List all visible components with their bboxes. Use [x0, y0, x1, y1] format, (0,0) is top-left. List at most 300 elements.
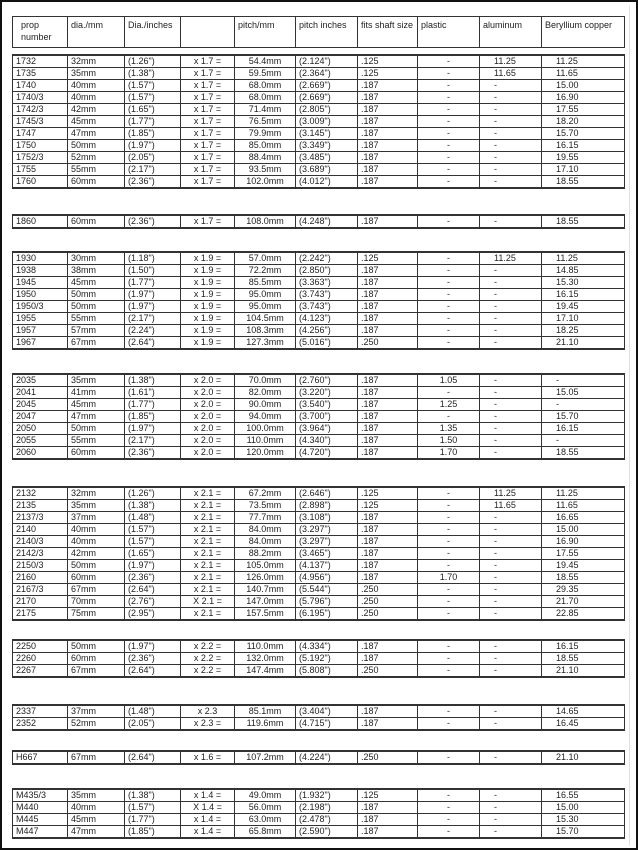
cell-aluminum-price: 11.25 — [480, 252, 542, 265]
cell-prop-number: 2250 — [13, 640, 68, 653]
table-row — [13, 252, 625, 265]
table-row — [13, 387, 625, 399]
cell-pitch-inches: (4.137") — [296, 560, 358, 572]
cell-shaft-size: .250 — [358, 608, 418, 621]
cell-aluminum-price: - — [480, 814, 542, 826]
cell-beryllium-copper-price: 18.55 — [542, 653, 625, 665]
prop-group-table — [12, 54, 625, 189]
table-row — [13, 313, 625, 325]
cell-multiplier: x 1.9 = — [181, 325, 235, 337]
cell-dia-mm: 32mm — [68, 55, 125, 68]
cell-aluminum-price: - — [480, 423, 542, 435]
cell-beryllium-copper-price: 15.70 — [542, 826, 625, 839]
cell-pitch-mm: 85.5mm — [235, 277, 296, 289]
cell-pitch-mm: 85.1mm — [235, 705, 296, 718]
column-header-beryllium-copper-price: Beryllium copper — [542, 17, 625, 48]
cell-dia-mm: 50mm — [68, 301, 125, 313]
cell-dia-mm: 40mm — [68, 536, 125, 548]
cell-aluminum-price: - — [480, 548, 542, 560]
cell-beryllium-copper-price: 15.70 — [542, 411, 625, 423]
cell-beryllium-copper-price: 18.20 — [542, 116, 625, 128]
cell-pitch-inches: (4.123") — [296, 313, 358, 325]
cell-dia-inches: (2.64") — [125, 665, 181, 678]
cell-beryllium-copper-price: 11.25 — [542, 252, 625, 265]
table-row — [13, 665, 625, 678]
cell-shaft-size: .187 — [358, 548, 418, 560]
cell-beryllium-copper-price: 21.10 — [542, 337, 625, 350]
cell-beryllium-copper-price: 15.05 — [542, 387, 625, 399]
cell-aluminum-price: 11.65 — [480, 68, 542, 80]
cell-dia-inches: (1.97") — [125, 301, 181, 313]
prop-group-table — [12, 639, 625, 678]
cell-plastic-price: - — [418, 68, 480, 80]
cell-aluminum-price: - — [480, 387, 542, 399]
cell-pitch-inches: (2.760") — [296, 374, 358, 387]
cell-plastic-price: - — [418, 548, 480, 560]
cell-pitch-inches: (3.297") — [296, 536, 358, 548]
cell-dia-mm: 52mm — [68, 718, 125, 731]
cell-multiplier: X 2.1 = — [181, 596, 235, 608]
cell-prop-number: H667 — [13, 751, 68, 764]
cell-dia-inches: (1.26") — [125, 55, 181, 68]
cell-plastic-price: - — [418, 92, 480, 104]
table-row — [13, 548, 625, 560]
cell-shaft-size: .187 — [358, 325, 418, 337]
cell-multiplier: X 1.4 = — [181, 802, 235, 814]
cell-dia-mm: 42mm — [68, 548, 125, 560]
cell-beryllium-copper-price: 15.30 — [542, 277, 625, 289]
cell-prop-number: 2055 — [13, 435, 68, 447]
cell-aluminum-price: - — [480, 128, 542, 140]
cell-dia-mm: 60mm — [68, 447, 125, 460]
table-row — [13, 751, 625, 764]
cell-plastic-price: - — [418, 665, 480, 678]
cell-pitch-inches: (2.850") — [296, 265, 358, 277]
cell-pitch-mm: 107.2mm — [235, 751, 296, 764]
cell-multiplier: x 1.7 = — [181, 116, 235, 128]
cell-multiplier: x 1.7 = — [181, 176, 235, 189]
cell-prop-number: 1860 — [13, 215, 68, 228]
cell-pitch-mm: 56.0mm — [235, 802, 296, 814]
cell-shaft-size: .125 — [358, 500, 418, 512]
cell-pitch-mm: 100.0mm — [235, 423, 296, 435]
cell-dia-mm: 38mm — [68, 265, 125, 277]
table-row — [13, 826, 625, 839]
cell-shaft-size: .250 — [358, 751, 418, 764]
cell-multiplier: x 1.9 = — [181, 289, 235, 301]
cell-dia-inches: (1.38") — [125, 68, 181, 80]
cell-shaft-size: .187 — [358, 152, 418, 164]
cell-pitch-mm: 105.0mm — [235, 560, 296, 572]
cell-aluminum-price: - — [480, 399, 542, 411]
cell-prop-number: 2045 — [13, 399, 68, 411]
cell-pitch-mm: 84.0mm — [235, 524, 296, 536]
cell-plastic-price: - — [418, 140, 480, 152]
cell-prop-number: 2041 — [13, 387, 68, 399]
cell-prop-number: 1732 — [13, 55, 68, 68]
cell-aluminum-price: - — [480, 92, 542, 104]
table-row — [13, 411, 625, 423]
cell-dia-mm: 55mm — [68, 313, 125, 325]
cell-dia-inches: (2.36") — [125, 447, 181, 460]
cell-shaft-size: .187 — [358, 313, 418, 325]
cell-multiplier: x 1.7 = — [181, 152, 235, 164]
cell-plastic-price: - — [418, 387, 480, 399]
table-row — [13, 80, 625, 92]
cell-multiplier: x 1.9 = — [181, 301, 235, 313]
table-row — [13, 374, 625, 387]
cell-multiplier: x 2.1 = — [181, 512, 235, 524]
cell-beryllium-copper-price: 11.25 — [542, 55, 625, 68]
cell-plastic-price: - — [418, 164, 480, 176]
cell-shaft-size: .187 — [358, 653, 418, 665]
cell-multiplier: x 1.4 = — [181, 814, 235, 826]
cell-dia-mm: 60mm — [68, 176, 125, 189]
cell-plastic-price: - — [418, 116, 480, 128]
cell-pitch-inches: (3.108") — [296, 512, 358, 524]
cell-dia-inches: (1.50") — [125, 265, 181, 277]
cell-pitch-mm: 132.0mm — [235, 653, 296, 665]
cell-aluminum-price: - — [480, 826, 542, 839]
cell-aluminum-price: - — [480, 435, 542, 447]
cell-aluminum-price: - — [480, 718, 542, 731]
cell-dia-mm: 30mm — [68, 252, 125, 265]
cell-pitch-mm: 71.4mm — [235, 104, 296, 116]
column-header-aluminum-price: aluminum — [480, 17, 542, 48]
header-table — [12, 16, 625, 48]
cell-beryllium-copper-price: 16.15 — [542, 423, 625, 435]
cell-prop-number: 1747 — [13, 128, 68, 140]
cell-pitch-mm: 68.0mm — [235, 80, 296, 92]
cell-plastic-price: - — [418, 596, 480, 608]
cell-pitch-mm: 104.5mm — [235, 313, 296, 325]
cell-plastic-price: - — [418, 104, 480, 116]
cell-plastic-price: - — [418, 325, 480, 337]
cell-pitch-mm: 95.0mm — [235, 289, 296, 301]
table-row — [13, 140, 625, 152]
cell-plastic-price: 1.50 — [418, 435, 480, 447]
cell-prop-number: 2337 — [13, 705, 68, 718]
cell-plastic-price: - — [418, 337, 480, 350]
cell-dia-inches: (1.57") — [125, 802, 181, 814]
cell-plastic-price: - — [418, 487, 480, 500]
cell-pitch-inches: (4.012") — [296, 176, 358, 189]
cell-plastic-price: - — [418, 301, 480, 313]
cell-prop-number: 1745/3 — [13, 116, 68, 128]
cell-pitch-inches: (2.478") — [296, 814, 358, 826]
table-row — [13, 608, 625, 621]
table-row — [13, 718, 625, 731]
cell-dia-mm: 40mm — [68, 80, 125, 92]
cell-aluminum-price: - — [480, 374, 542, 387]
cell-aluminum-price: - — [480, 265, 542, 277]
column-header-multiplier — [181, 17, 235, 48]
cell-beryllium-copper-price: 16.15 — [542, 289, 625, 301]
cell-dia-mm: 37mm — [68, 512, 125, 524]
cell-dia-mm: 50mm — [68, 289, 125, 301]
table-row — [13, 596, 625, 608]
cell-plastic-price: - — [418, 252, 480, 265]
cell-prop-number: 2160 — [13, 572, 68, 584]
cell-multiplier: x 2.1 = — [181, 560, 235, 572]
table-row — [13, 68, 625, 80]
cell-dia-inches: (2.17") — [125, 164, 181, 176]
table-row — [13, 447, 625, 460]
cell-multiplier: x 1.9 = — [181, 337, 235, 350]
cell-shaft-size: .250 — [358, 596, 418, 608]
cell-pitch-inches: (5.016") — [296, 337, 358, 350]
cell-pitch-inches: (1.932") — [296, 789, 358, 802]
cell-pitch-mm: 94.0mm — [235, 411, 296, 423]
cell-multiplier: x 1.7 = — [181, 164, 235, 176]
cell-pitch-inches: (4.715") — [296, 718, 358, 731]
cell-aluminum-price: - — [480, 584, 542, 596]
cell-aluminum-price: - — [480, 301, 542, 313]
cell-aluminum-price: 11.25 — [480, 487, 542, 500]
cell-pitch-inches: (3.485") — [296, 152, 358, 164]
cell-dia-mm: 50mm — [68, 423, 125, 435]
column-header-prop-number: prop number — [13, 17, 68, 48]
cell-prop-number: 1950/3 — [13, 301, 68, 313]
cell-beryllium-copper-price: 16.90 — [542, 92, 625, 104]
cell-multiplier: x 2.1 = — [181, 487, 235, 500]
cell-aluminum-price: - — [480, 572, 542, 584]
cell-aluminum-price: - — [480, 152, 542, 164]
cell-dia-inches: (1.77") — [125, 399, 181, 411]
cell-beryllium-copper-price: 18.55 — [542, 447, 625, 460]
cell-dia-mm: 57mm — [68, 325, 125, 337]
cell-plastic-price: - — [418, 802, 480, 814]
cell-multiplier: x 2.1 = — [181, 572, 235, 584]
cell-shaft-size: .187 — [358, 104, 418, 116]
cell-beryllium-copper-price: 19.45 — [542, 560, 625, 572]
cell-pitch-mm: 110.0mm — [235, 640, 296, 653]
column-header-pitch-mm: pitch/mm — [235, 17, 296, 48]
cell-aluminum-price: - — [480, 665, 542, 678]
table-row — [13, 277, 625, 289]
cell-pitch-inches: (3.689") — [296, 164, 358, 176]
cell-shaft-size: .125 — [358, 487, 418, 500]
table-row — [13, 536, 625, 548]
cell-beryllium-copper-price: 16.45 — [542, 718, 625, 731]
cell-dia-inches: (2.64") — [125, 584, 181, 596]
cell-pitch-mm: 49.0mm — [235, 789, 296, 802]
table-row — [13, 301, 625, 313]
table-row — [13, 325, 625, 337]
cell-shaft-size: .250 — [358, 584, 418, 596]
table-row — [13, 640, 625, 653]
table-row — [13, 265, 625, 277]
cell-pitch-inches: (3.009") — [296, 116, 358, 128]
table-row — [13, 92, 625, 104]
cell-shaft-size: .187 — [358, 140, 418, 152]
cell-prop-number: 2352 — [13, 718, 68, 731]
cell-shaft-size: .187 — [358, 128, 418, 140]
cell-multiplier: x 2.0 = — [181, 423, 235, 435]
cell-prop-number: 2167/3 — [13, 584, 68, 596]
cell-pitch-inches: (5.796") — [296, 596, 358, 608]
cell-shaft-size: .187 — [358, 301, 418, 313]
cell-pitch-inches: (3.700") — [296, 411, 358, 423]
cell-shaft-size: .187 — [358, 826, 418, 839]
cell-shaft-size: .187 — [358, 374, 418, 387]
cell-plastic-price: - — [418, 512, 480, 524]
cell-pitch-inches: (3.220") — [296, 387, 358, 399]
cell-dia-mm: 47mm — [68, 411, 125, 423]
cell-plastic-price: - — [418, 653, 480, 665]
cell-dia-mm: 40mm — [68, 524, 125, 536]
cell-dia-inches: (1.77") — [125, 116, 181, 128]
cell-prop-number: 1938 — [13, 265, 68, 277]
cell-plastic-price: - — [418, 500, 480, 512]
cell-shaft-size: .187 — [358, 92, 418, 104]
cell-dia-inches: (1.97") — [125, 560, 181, 572]
cell-aluminum-price: - — [480, 80, 542, 92]
cell-aluminum-price: - — [480, 447, 542, 460]
cell-pitch-inches: (4.256") — [296, 325, 358, 337]
cell-dia-mm: 35mm — [68, 68, 125, 80]
prop-group-table — [12, 486, 625, 621]
cell-prop-number: 2140 — [13, 524, 68, 536]
cell-plastic-price: - — [418, 584, 480, 596]
cell-shaft-size: .187 — [358, 814, 418, 826]
cell-dia-mm: 35mm — [68, 374, 125, 387]
cell-aluminum-price: - — [480, 705, 542, 718]
cell-prop-number: 1967 — [13, 337, 68, 350]
cell-aluminum-price: - — [480, 289, 542, 301]
cell-multiplier: x 2.0 = — [181, 411, 235, 423]
cell-shaft-size: .187 — [358, 512, 418, 524]
cell-beryllium-copper-price: 16.55 — [542, 789, 625, 802]
table-row — [13, 435, 625, 447]
cell-dia-mm: 47mm — [68, 128, 125, 140]
cell-plastic-price: - — [418, 718, 480, 731]
cell-beryllium-copper-price: 11.65 — [542, 500, 625, 512]
cell-prop-number: 2142/3 — [13, 548, 68, 560]
cell-aluminum-price: - — [480, 411, 542, 423]
cell-multiplier: x 2.3 = — [181, 718, 235, 731]
cell-dia-mm: 32mm — [68, 487, 125, 500]
cell-shaft-size: .187 — [358, 116, 418, 128]
table-row — [13, 653, 625, 665]
cell-pitch-inches: (3.743") — [296, 289, 358, 301]
cell-pitch-mm: 102.0mm — [235, 176, 296, 189]
cell-pitch-mm: 68.0mm — [235, 92, 296, 104]
cell-plastic-price: - — [418, 705, 480, 718]
cell-dia-mm: 67mm — [68, 337, 125, 350]
cell-shaft-size: .187 — [358, 399, 418, 411]
cell-pitch-inches: (2.669") — [296, 92, 358, 104]
cell-beryllium-copper-price: 18.25 — [542, 325, 625, 337]
cell-pitch-inches: (2.242") — [296, 252, 358, 265]
prop-group-table — [12, 750, 625, 765]
cell-prop-number: 1957 — [13, 325, 68, 337]
cell-shaft-size: .125 — [358, 252, 418, 265]
cell-pitch-inches: (4.334") — [296, 640, 358, 653]
cell-plastic-price: - — [418, 536, 480, 548]
cell-dia-mm: 41mm — [68, 387, 125, 399]
cell-pitch-mm: 140.7mm — [235, 584, 296, 596]
table-row — [13, 423, 625, 435]
cell-beryllium-copper-price: 18.55 — [542, 176, 625, 189]
cell-pitch-mm: 85.0mm — [235, 140, 296, 152]
cell-prop-number: 2050 — [13, 423, 68, 435]
cell-prop-number: M440 — [13, 802, 68, 814]
prop-group-table — [12, 251, 625, 350]
cell-multiplier: x 1.7 = — [181, 140, 235, 152]
cell-pitch-mm: 67.2mm — [235, 487, 296, 500]
cell-pitch-inches: (3.349") — [296, 140, 358, 152]
cell-dia-inches: (1.57") — [125, 536, 181, 548]
cell-pitch-inches: (2.364") — [296, 68, 358, 80]
cell-dia-inches: (1.85") — [125, 826, 181, 839]
cell-dia-inches: (1.77") — [125, 277, 181, 289]
prop-group-table — [12, 788, 625, 839]
cell-dia-inches: (2.64") — [125, 337, 181, 350]
cell-plastic-price: - — [418, 751, 480, 764]
cell-prop-number: 2047 — [13, 411, 68, 423]
cell-dia-mm: 55mm — [68, 164, 125, 176]
cell-plastic-price: - — [418, 789, 480, 802]
cell-beryllium-copper-price: 11.25 — [542, 487, 625, 500]
cell-pitch-mm: 79.9mm — [235, 128, 296, 140]
cell-prop-number: 1740/3 — [13, 92, 68, 104]
cell-prop-number: 1740 — [13, 80, 68, 92]
cell-beryllium-copper-price: 15.00 — [542, 524, 625, 536]
cell-aluminum-price: - — [480, 560, 542, 572]
table-row — [13, 289, 625, 301]
cell-beryllium-copper-price: 17.55 — [542, 548, 625, 560]
cell-multiplier: x 2.0 = — [181, 387, 235, 399]
cell-dia-mm: 60mm — [68, 215, 125, 228]
cell-dia-inches: (2.05") — [125, 718, 181, 731]
table-row — [13, 814, 625, 826]
cell-aluminum-price: - — [480, 524, 542, 536]
cell-dia-inches: (1.57") — [125, 80, 181, 92]
cell-pitch-mm: 84.0mm — [235, 536, 296, 548]
table-row — [13, 176, 625, 189]
cell-plastic-price: - — [418, 215, 480, 228]
cell-shaft-size: .125 — [358, 789, 418, 802]
cell-prop-number: M445 — [13, 814, 68, 826]
cell-beryllium-copper-price: 15.70 — [542, 128, 625, 140]
cell-dia-mm: 37mm — [68, 705, 125, 718]
column-header-plastic-price: plastic — [418, 17, 480, 48]
cell-pitch-mm: 72.2mm — [235, 265, 296, 277]
cell-dia-inches: (1.18") — [125, 252, 181, 265]
cell-beryllium-copper-price: 21.70 — [542, 596, 625, 608]
cell-pitch-mm: 93.5mm — [235, 164, 296, 176]
cell-dia-mm: 67mm — [68, 751, 125, 764]
cell-dia-mm: 50mm — [68, 140, 125, 152]
cell-plastic-price: - — [418, 55, 480, 68]
cell-aluminum-price: - — [480, 789, 542, 802]
cell-prop-number: 1755 — [13, 164, 68, 176]
cell-pitch-inches: (4.224") — [296, 751, 358, 764]
cell-aluminum-price: - — [480, 608, 542, 621]
cell-prop-number: 2170 — [13, 596, 68, 608]
cell-aluminum-price: - — [480, 640, 542, 653]
cell-plastic-price: - — [418, 826, 480, 839]
cell-pitch-mm: 147.4mm — [235, 665, 296, 678]
cell-shaft-size: .250 — [358, 337, 418, 350]
cell-shaft-size: .125 — [358, 55, 418, 68]
cell-pitch-inches: (2.646") — [296, 487, 358, 500]
cell-aluminum-price: - — [480, 277, 542, 289]
table-row — [13, 705, 625, 718]
cell-pitch-inches: (4.720") — [296, 447, 358, 460]
cell-shaft-size: .187 — [358, 265, 418, 277]
